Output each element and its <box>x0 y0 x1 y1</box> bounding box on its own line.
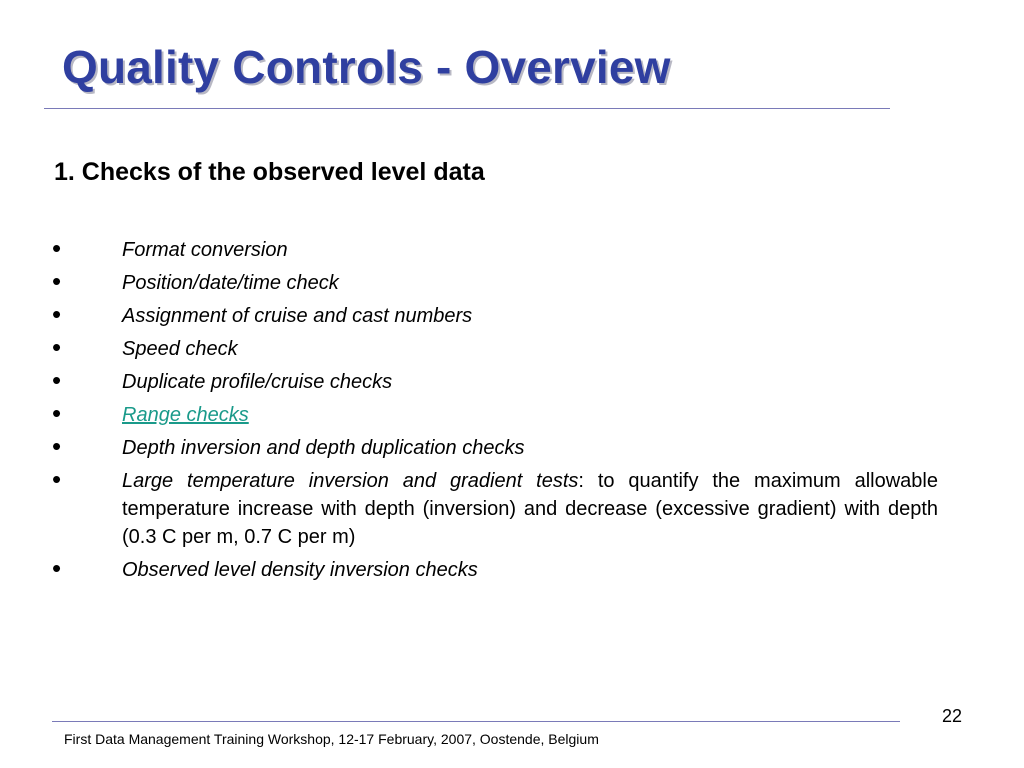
bullet-icon: • <box>52 233 62 263</box>
page-number: 22 <box>941 706 962 726</box>
bullet-text: Depth inversion and depth duplication checks <box>122 437 525 459</box>
bullet-cruise-cast-numbers <box>52 299 938 330</box>
bullet-temperature-tests <box>52 464 938 551</box>
bullet-text: Speed check <box>122 338 238 360</box>
bullet-range-checks <box>52 398 938 429</box>
footer-text: First Data Management Training Workshop, 12-17 February, 2007, Oostende, Belgium <box>64 731 599 747</box>
bullet-icon: • <box>52 332 62 362</box>
bullet-icon: • <box>52 365 62 395</box>
bullet-text: Assignment of cruise and cast numbers <box>122 305 473 327</box>
title-divider <box>44 108 890 109</box>
bullet-density-inversion <box>52 553 938 584</box>
bullet-icon: • <box>52 553 62 583</box>
bullet-icon: • <box>52 299 62 329</box>
bullet-format-conversion <box>52 233 938 264</box>
bullet-text: Duplicate profile/cruise checks <box>122 371 393 393</box>
bullet-duplicate-checks <box>52 365 938 396</box>
bullet-speed-check <box>52 332 938 363</box>
bullet-text: Large temperature inversion and gradient tests <box>122 470 579 492</box>
bullet-icon: • <box>52 464 62 494</box>
bullet-text: Format conversion <box>122 239 288 261</box>
bullet-icon: • <box>52 431 62 461</box>
bullet-detail: : to quantify the maximum allowable temperature increase with depth (inversion) and decrease (excessive gradient) with depth (0.3 C per m, 0.7 C per m) <box>122 470 938 548</box>
bullet-icon: • <box>52 266 62 296</box>
bullet-position-date-time <box>52 266 938 297</box>
range-checks-link[interactable]: Range checks <box>122 404 249 426</box>
slide-title: Quality Controls - Overview <box>62 41 671 93</box>
bullet-depth-inversion <box>52 431 938 462</box>
bullet-icon: • <box>52 398 62 428</box>
section-heading: 1. Checks of the observed level data <box>54 158 485 186</box>
footer-divider <box>52 721 900 722</box>
bullet-list <box>52 233 938 589</box>
bullet-text: Position/date/time check <box>122 272 339 294</box>
bullet-text: Observed level density inversion checks <box>122 559 478 581</box>
